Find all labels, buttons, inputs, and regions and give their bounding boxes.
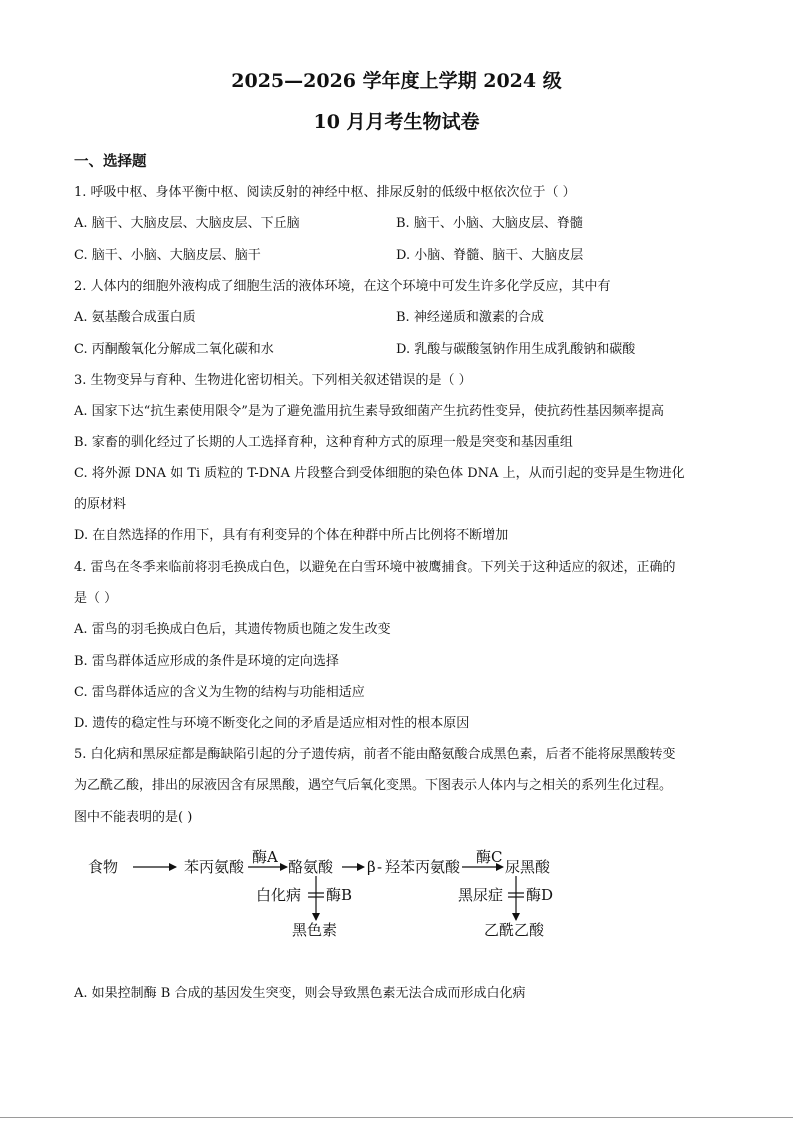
q3-option-a: A. 国家下达“抗生素使用限令”是为了避免滥用抗生素导致细菌产生抗药性变异，使抗药性基因频率提高 [74, 404, 664, 419]
q2-option-c: C. 丙酮酸氧化分解成二氧化碳和水 [74, 342, 274, 357]
q1-option-b: B. 脑干、小脑、大脑皮层、脊髓 [396, 216, 583, 231]
label-hydroxyphenyl: 羟苯丙氨酸 [385, 858, 461, 876]
q5-stem-line2: 为乙酰乙酸，排出的尿液因含有尿黑酸，遇空气后氧化变黑。下图表示人体内与之相关的系列生化过程。 [74, 778, 673, 793]
label-enzyme-d: 酶D [526, 886, 554, 904]
label-melanin: 黑色素 [292, 921, 338, 939]
q3-option-c-line1: C. 将外源 DNA 如 Ti 质粒的 T-DNA 片段整合到受体细胞的染色体 DNA 上，从而引起的变异是生物进化 [74, 466, 685, 481]
exam-title-line2: 10 月月考生物试卷 [313, 111, 480, 133]
exam-title-line1: 2025—2026 学年度上学期 2024 级 [231, 70, 562, 92]
q5-stem-line3: 图中不能表明的是( ) [74, 810, 193, 825]
page-bottom-divider [0, 1117, 793, 1118]
q5-option-a: A. 如果控制酶 B 合成的基因发生突变，则会导致黑色素无法合成而形成白化病 [74, 986, 526, 1001]
q4-option-c: C. 雷鸟群体适应的含义为生物的结构与功能相适应 [74, 685, 365, 700]
q2-stem: 2. 人体内的细胞外液构成了细胞生活的液体环境，在这个环境中可发生许多化学反应，其中有 [74, 279, 611, 294]
q1-option-c: C. 脑干、小脑、大脑皮层、脑干 [74, 248, 261, 263]
label-phenylalanine: 苯丙氨酸 [184, 858, 245, 876]
label-food: 食物 [88, 858, 119, 876]
pathway-svg [80, 845, 580, 945]
label-acetoacetic-acid: 乙酰乙酸 [484, 921, 545, 939]
label-homogentisic-acid: 尿黑酸 [505, 858, 551, 876]
q3-option-b: B. 家畜的驯化经过了长期的人工选择育种，这种育种方式的原理一般是突变和基因重组 [74, 435, 573, 450]
q3-option-c-line2: 的原材料 [74, 497, 127, 512]
q1-option-d: D. 小脑、脊髓、脑干、大脑皮层 [396, 248, 584, 263]
pathway-diagram [80, 845, 580, 945]
label-enzyme-c: 酶C [476, 848, 503, 866]
q2-option-d: D. 乳酸与碳酸氢钠作用生成乳酸钠和碳酸 [396, 342, 636, 357]
label-albinism: 白化病 [256, 886, 302, 904]
q2-option-a: A. 氨基酸合成蛋白质 [74, 310, 196, 325]
label-enzyme-b: 酶B [326, 886, 353, 904]
q4-option-a: A. 雷鸟的羽毛换成白色后，其遗传物质也随之发生改变 [74, 622, 391, 637]
label-alkaptonuria: 黑尿症 [458, 886, 504, 904]
q4-option-d: D. 遗传的稳定性与环境不断变化之间的矛盾是适应相对性的根本原因 [74, 716, 470, 731]
q3-stem: 3. 生物变异与育种、生物进化密切相关。下列相关叙述错误的是（ ） [74, 373, 472, 388]
svg-text:-: - [377, 858, 383, 876]
label-tyrosine: 酪氨酸 [288, 858, 334, 876]
q1-option-a: A. 脑干、大脑皮层、大脑皮层、下丘脑 [74, 216, 300, 231]
label-enzyme-a: 酶A [252, 848, 278, 866]
q1-stem: 1. 呼吸中枢、身体平衡中枢、阅读反射的神经中枢、排尿反射的低级中枢依次位于（ ） [74, 185, 576, 200]
section-heading: 一、选择题 [74, 153, 147, 170]
q4-stem-line1: 4. 雷鸟在冬季来临前将羽毛换成白色，以避免在白雪环境中被鹰捕食。下列关于这种适应的叙述，正确的 [74, 560, 676, 575]
label-beta: β [367, 858, 376, 876]
q3-option-d: D. 在自然选择的作用下，具有有利变异的个体在种群中所占比例将不断增加 [74, 528, 509, 543]
q2-option-b: B. 神经递质和激素的合成 [396, 310, 544, 325]
q4-option-b: B. 雷鸟群体适应形成的条件是环境的定向选择 [74, 654, 339, 669]
q5-stem-line1: 5. 白化病和黑尿症都是酶缺陷引起的分子遗传病，前者不能由酪氨酸合成黑色素，后者不能将尿黑酸转变 [74, 747, 676, 762]
q4-stem-line2: 是（ ） [74, 591, 118, 606]
